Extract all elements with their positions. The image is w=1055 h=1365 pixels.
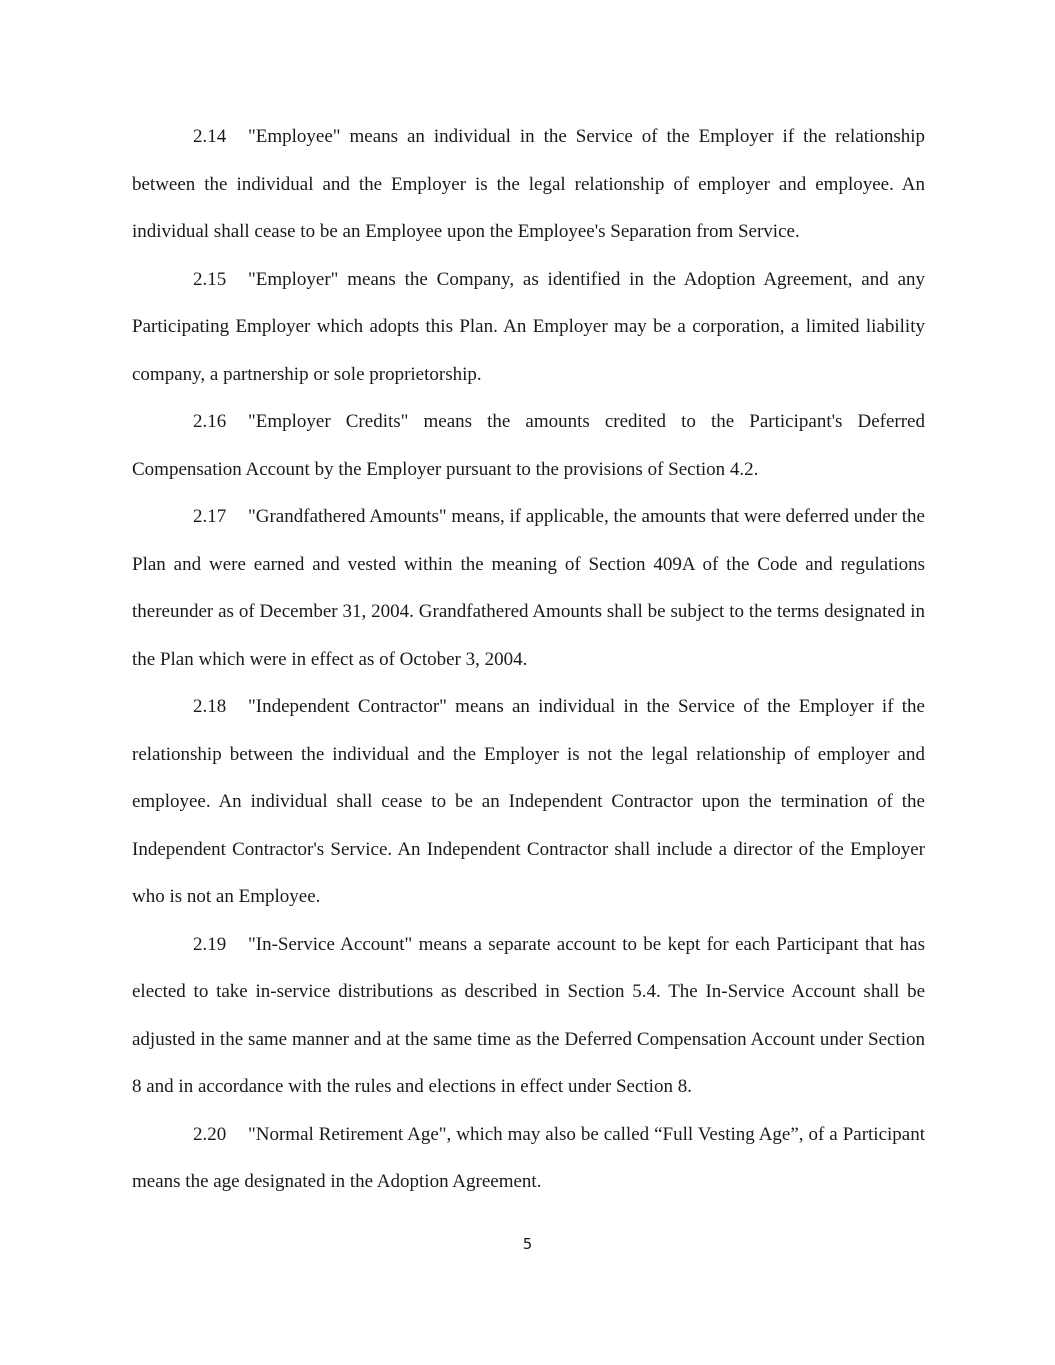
paragraph-text: "Grandfathered Amounts" means, if applicable, the amounts that were deferred under the Plan and were earned and vested within the meaning of Section 409A of the Code and regulations thereunder as of December 31, 2004. Grandfathered Amounts shall be subject to the terms designated in the Plan which were in effect as of October 3, 2004. [132, 506, 925, 670]
definition-paragraph-2-17 [132, 493, 925, 683]
section-number: 2.19 [193, 933, 227, 955]
definition-paragraph-2-20 [132, 1111, 925, 1206]
section-number: 2.17 [193, 506, 227, 527]
definition-paragraph-2-15 [132, 256, 925, 399]
section-number: 2.14 [193, 126, 227, 147]
paragraph-text: "Employer Credits" means the amounts credited to the Participant's Deferred Compensation Account by the Employer pursuant to the provisions of Section 4.2. [132, 411, 925, 480]
section-number: 2.18 [193, 696, 227, 717]
section-number: 2.15 [193, 268, 227, 290]
section-number: 2.20 [193, 1123, 227, 1145]
document-body [132, 113, 925, 1206]
paragraph-text: "Normal Retirement Age", which may also be called “Full Vesting Age”, of a Participant means the age designated in the Adoption Agreement. [132, 1123, 925, 1192]
definition-paragraph-2-14 [132, 113, 925, 256]
definition-paragraph-2-19 [132, 921, 925, 1111]
paragraph-text: "Independent Contractor" means an individual in the Service of the Employer if the relationship between the individual and the Employer is not the legal relationship of employer and employee. An individual shall cease to be an Independent Contractor upon the termination of the Independent Contractor's Service. An Independent Contractor shall include a director of the Employer who is not an Employee. [132, 696, 925, 907]
definition-paragraph-2-18 [132, 683, 925, 921]
paragraph-text: "Employer" means the Company, as identified in the Adoption Agreement, and any Participating Employer which adopts this Plan. An Employer may be a corporation, a limited liability company, a partnership or sole proprietorship. [132, 268, 925, 385]
paragraph-text: "In-Service Account" means a separate account to be kept for each Participant that has elected to take in-service distributions as described in Section 5.4. The In-Service Account shall be adjusted in the same manner and at the same time as the Deferred Compensation Account under Section 8 and in accordance with the rules and elections in effect under Section 8. [132, 933, 925, 1097]
section-number: 2.16 [193, 411, 227, 432]
definition-paragraph-2-16 [132, 398, 925, 493]
paragraph-text: "Employee" means an individual in the Service of the Employer if the relationship between the individual and the Employer is the legal relationship of employer and employee. An individual shall cease to be an Employee upon the Employee's Separation from Service. [132, 126, 925, 242]
page-number: 5 [522, 1235, 533, 1253]
